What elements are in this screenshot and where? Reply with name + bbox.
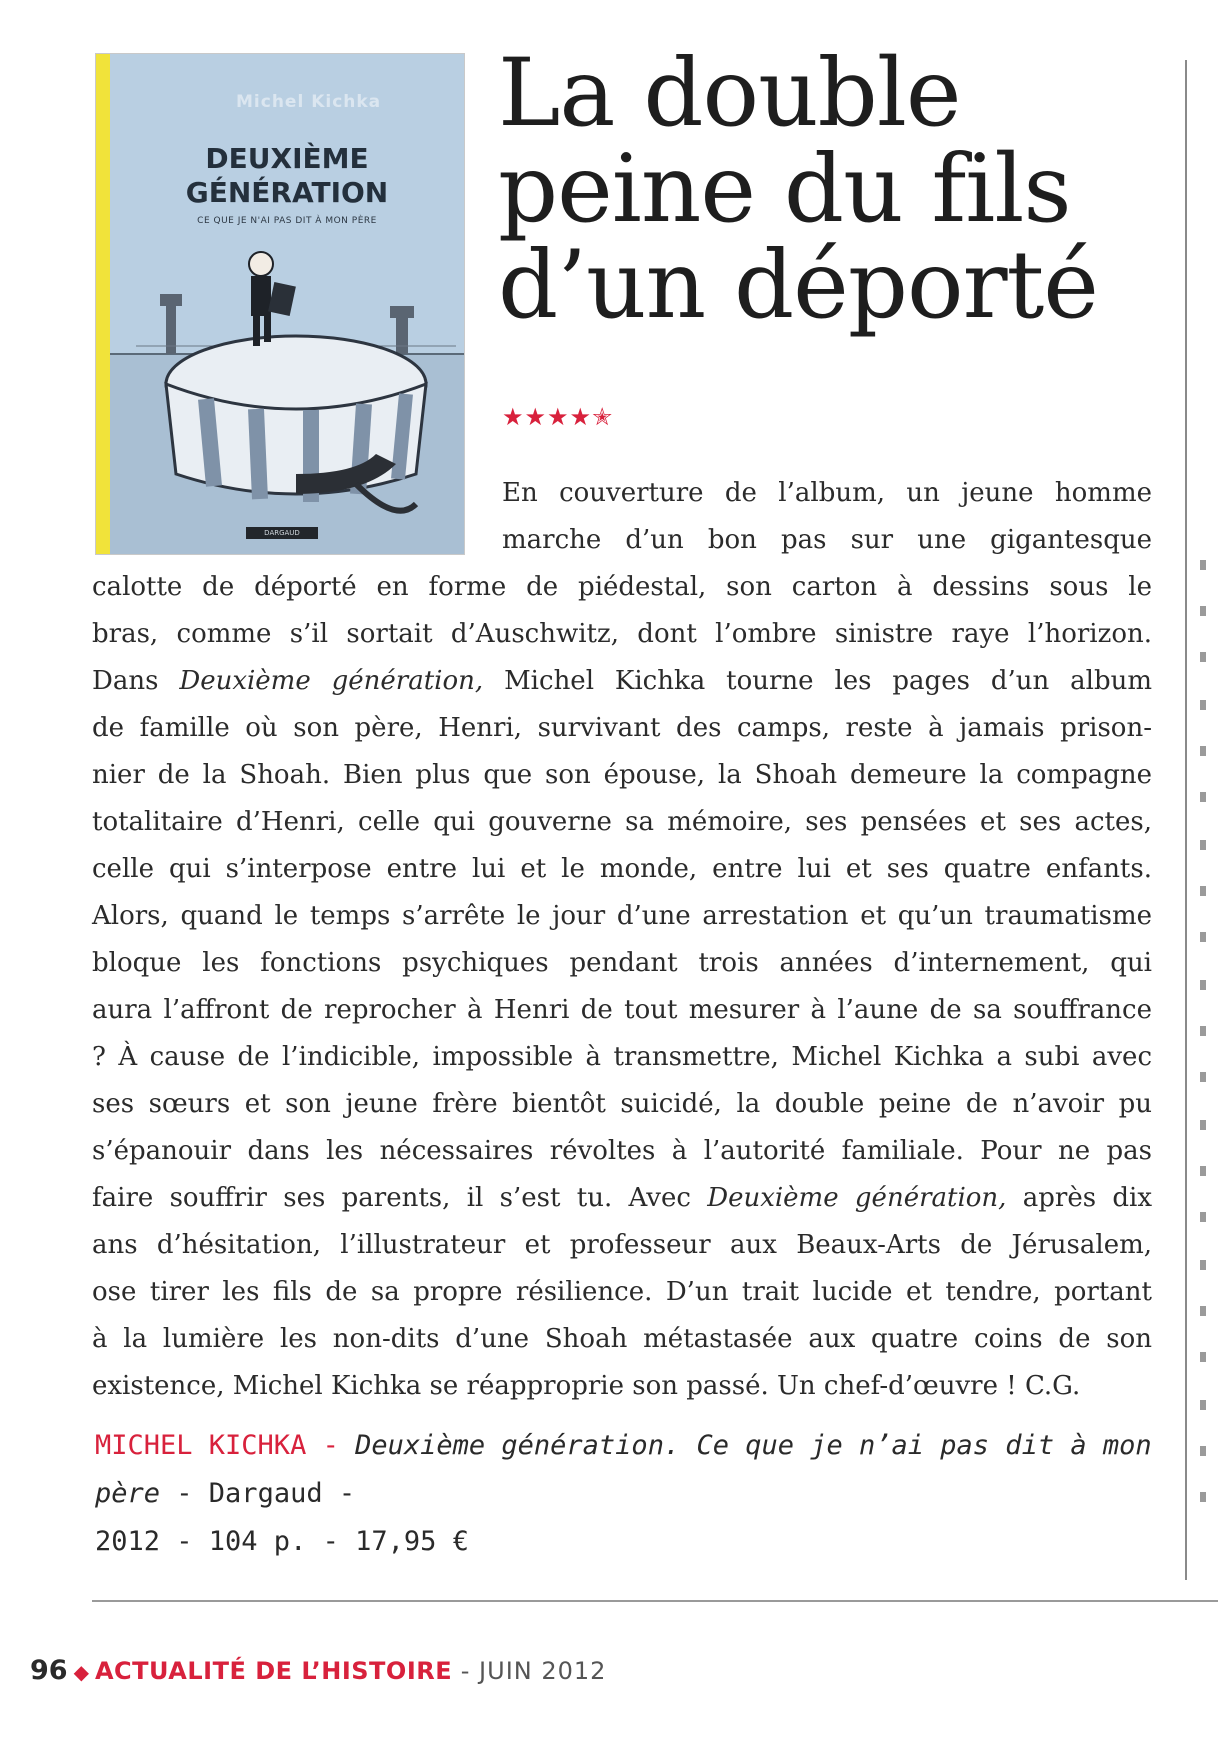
magazine-name: ACTUALITÉ DE L’HISTOIRE bbox=[94, 1657, 453, 1685]
page-footer bbox=[30, 1655, 606, 1686]
diamond-icon: ◆ bbox=[73, 1660, 89, 1684]
column-rule bbox=[1185, 60, 1187, 1580]
body-line: nier de la Shoah. Bien plus que son épouse, la Shoah demeure la compagne bbox=[92, 760, 1152, 790]
cover-title-line2: GÉNÉRATION bbox=[185, 176, 389, 209]
credit-book-title: Deuxième génération. Ce que je n’ai pas dit à mon père bbox=[95, 1430, 1152, 1509]
body-line: marche d’un bon pas sur une gigantesque bbox=[502, 525, 1152, 555]
cover-publisher: DARGAUD bbox=[246, 527, 318, 539]
body-line: En couverture de l’album, un jeune homme bbox=[502, 478, 1152, 508]
book-title-italic: Deuxième génération, bbox=[707, 1183, 1007, 1213]
cover-spine bbox=[96, 54, 110, 554]
book-cover-image bbox=[95, 53, 465, 555]
body-line: Alors, quand le temps s’arrête le jour d’une arrestation et qu’un traumatisme bbox=[92, 901, 1152, 931]
body-line: ses sœurs et son jeune frère bientôt suicidé, la double peine de n’avoir pu bbox=[92, 1089, 1152, 1119]
body-line: s’épanouir dans les nécessaires révoltes à l’autorité familiale. Pour ne pas bbox=[92, 1136, 1152, 1166]
body-text: faire souffrir ses parents, il s’est tu. Avec bbox=[92, 1183, 708, 1213]
body-line: ? À cause de l’indicible, impossible à transmettre, Michel Kichka a subi avec bbox=[92, 1042, 1152, 1072]
title-line-3: d’un déporté bbox=[498, 231, 1098, 340]
footer-rule bbox=[92, 1600, 1218, 1602]
cover-subtitle: CE QUE JE N'AI PAS DIT À MON PÈRE bbox=[197, 216, 377, 226]
article-body-intro bbox=[502, 470, 1152, 564]
body-line: bloque les fonctions psychiques pendant trois années d’internement, qui bbox=[92, 948, 1152, 978]
cover-author: Michel Kichka bbox=[236, 92, 382, 112]
cover-title-line1: DEUXIÈME bbox=[205, 142, 369, 175]
credit-publisher: - Dargaud - bbox=[160, 1478, 356, 1509]
body-line: calotte de déporté en forme de piédestal, son carton à dessins sous le bbox=[92, 572, 1152, 602]
issue-date: - JUIN 2012 bbox=[452, 1657, 607, 1685]
book-title-italic: Deuxième génération, bbox=[179, 666, 484, 696]
title-line-1: La double bbox=[498, 39, 961, 148]
article-title bbox=[498, 39, 1178, 340]
body-text: Michel Kichka tourne les pages d’un album bbox=[483, 666, 1152, 696]
body-line bbox=[92, 1175, 1152, 1222]
cover-illustration bbox=[96, 54, 464, 554]
body-line: ans d’hésitation, l’illustrateur et professeur aux Beaux-Arts de Jérusalem, bbox=[92, 1230, 1152, 1260]
body-line: existence, Michel Kichka se réapproprie son passé. Un chef-d’œuvre ! C.G. bbox=[92, 1371, 1081, 1401]
body-line bbox=[92, 658, 1152, 705]
title-line-2: peine du fils bbox=[498, 135, 1071, 244]
credit-details: 2012 - 104 p. - 17,95 € bbox=[95, 1526, 469, 1557]
page-number: 96 bbox=[30, 1655, 68, 1686]
body-line: à la lumière les non-dits d’une Shoah métastasée aux quatre coins de son bbox=[92, 1324, 1152, 1354]
body-line: bras, comme s’il sortait d’Auschwitz, dont l’ombre sinistre raye l’horizon. bbox=[92, 619, 1152, 649]
body-line: celle qui s’interpose entre lui et le monde, entre lui et ses quatre enfants. bbox=[92, 854, 1152, 884]
book-credit bbox=[95, 1422, 1155, 1566]
body-line: de famille où son père, Henri, survivant des camps, reste à jamais prison- bbox=[92, 713, 1152, 743]
body-text: Dans bbox=[92, 666, 180, 696]
margin-marks bbox=[1200, 560, 1214, 1560]
credit-author: MICHEL KICHKA - bbox=[95, 1430, 356, 1461]
body-text: après dix bbox=[1006, 1183, 1152, 1213]
article-body bbox=[92, 564, 1152, 1410]
body-line: totalitaire d’Henri, celle qui gouverne sa mémoire, ses pensées et ses actes, bbox=[92, 807, 1152, 837]
body-line: ose tirer les fils de sa propre résilience. D’un trait lucide et tendre, portant bbox=[92, 1277, 1152, 1307]
rating-stars: ★★★★✭ bbox=[502, 403, 614, 431]
body-line: aura l’affront de reprocher à Henri de tout mesurer à l’aune de sa souffrance bbox=[92, 995, 1152, 1025]
